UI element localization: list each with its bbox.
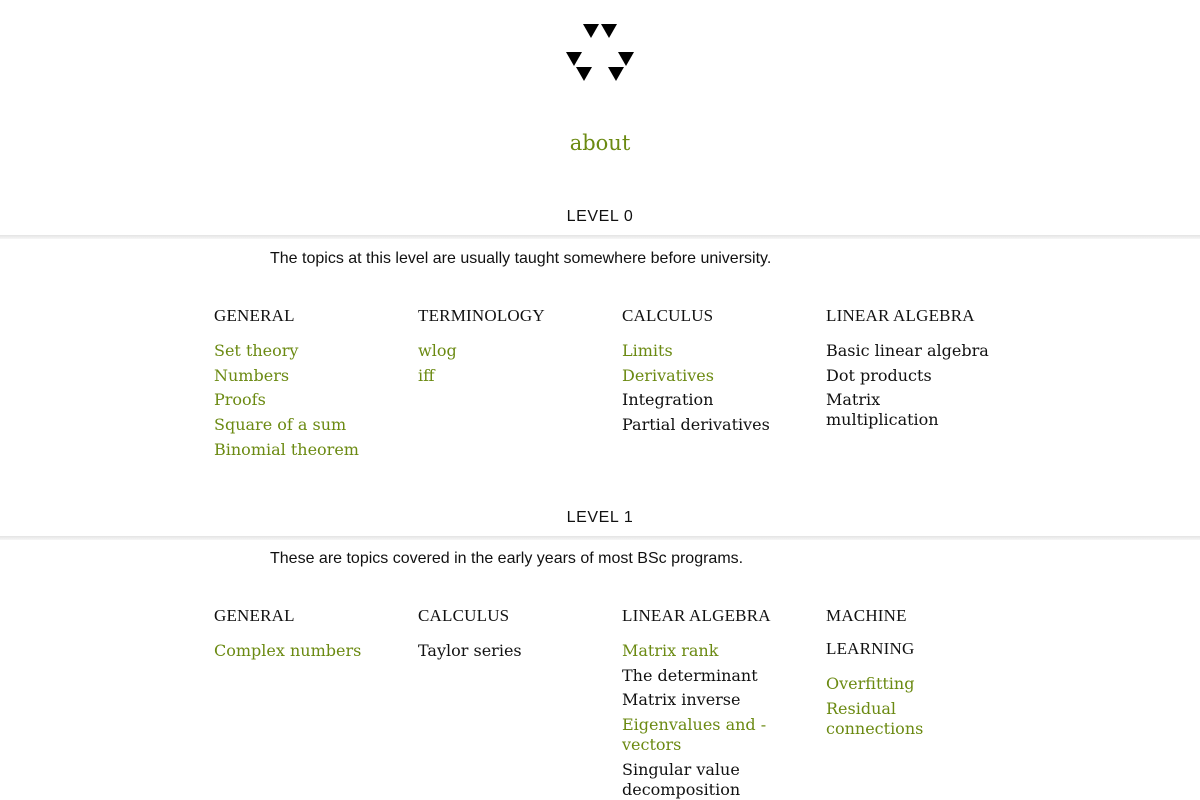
topic-singular-value-decomposition: Singular value decomposition — [622, 759, 741, 799]
topic-overfitting-link[interactable]: Overfitting — [826, 674, 915, 693]
level-1-column-general — [214, 599, 404, 666]
level-1-description: These are topics covered in the early years of most BSc programs. — [270, 550, 744, 567]
topic-numbers-link[interactable]: Numbers — [214, 365, 290, 385]
level-0-column-general — [214, 299, 404, 464]
level-1-column-calculus — [418, 599, 608, 666]
topic-limits-link[interactable]: Limits — [622, 341, 673, 360]
column-heading: CALCULUS — [622, 306, 714, 325]
level-0-title: LEVEL 0 — [566, 208, 634, 225]
topic-partial-derivatives: Partial derivatives — [622, 415, 770, 435]
level-1-column-linear-algebra — [622, 599, 782, 800]
triangles-logo-icon[interactable] — [566, 24, 634, 82]
topic-proofs-link[interactable]: Proofs — [214, 390, 266, 410]
level-1-column-machine-learning — [826, 599, 956, 743]
topic-matrix-multiplication: Matrix multiplication — [826, 390, 939, 430]
column-heading: TERMINOLOGY — [418, 306, 545, 325]
column-heading: GENERAL — [214, 306, 295, 325]
topic-binomial-theorem-link[interactable]: Binomial theorem — [214, 439, 359, 459]
level-0-column-calculus — [622, 299, 812, 440]
level-0-column-terminology — [418, 299, 608, 390]
topic-integration: Integration — [622, 390, 714, 410]
column-heading: MACHINE LEARNING — [826, 606, 915, 658]
topic-wlog-link[interactable]: wlog — [418, 341, 457, 360]
topic-matrix-rank-link[interactable]: Matrix rank — [622, 641, 719, 660]
topic-dot-products: Dot products — [826, 365, 932, 385]
topic-set-theory-link[interactable]: Set theory — [214, 341, 299, 360]
topic-complex-numbers-link[interactable]: Complex numbers — [214, 641, 362, 660]
column-heading: GENERAL — [214, 606, 295, 625]
column-heading: LINEAR ALGEBRA — [622, 606, 771, 625]
topic-basic-linear-algebra: Basic linear algebra — [826, 341, 989, 360]
topic-derivatives-link[interactable]: Derivatives — [622, 365, 714, 385]
column-heading: CALCULUS — [418, 606, 510, 625]
topic-iff-link[interactable]: iff — [418, 365, 435, 385]
level-0-column-linear-algebra — [826, 299, 1006, 435]
topic-taylor-series: Taylor series — [418, 641, 522, 660]
topic-eigenvalues-link[interactable]: Eigenvalues and -vectors — [622, 715, 767, 755]
about-link[interactable]: about — [569, 131, 631, 155]
level-0-divider — [0, 235, 1200, 239]
level-1-divider — [0, 536, 1200, 540]
column-heading: LINEAR ALGEBRA — [826, 306, 975, 325]
level-0-description: The topics at this level are usually taught somewhere before university. — [270, 250, 772, 267]
level-1-title: LEVEL 1 — [566, 509, 634, 526]
topic-matrix-inverse: Matrix inverse — [622, 690, 741, 710]
topic-the-determinant: The determinant — [622, 665, 758, 685]
topic-square-of-a-sum-link[interactable]: Square of a sum — [214, 415, 347, 435]
topic-residual-connections-link[interactable]: Residual connections — [826, 698, 924, 738]
